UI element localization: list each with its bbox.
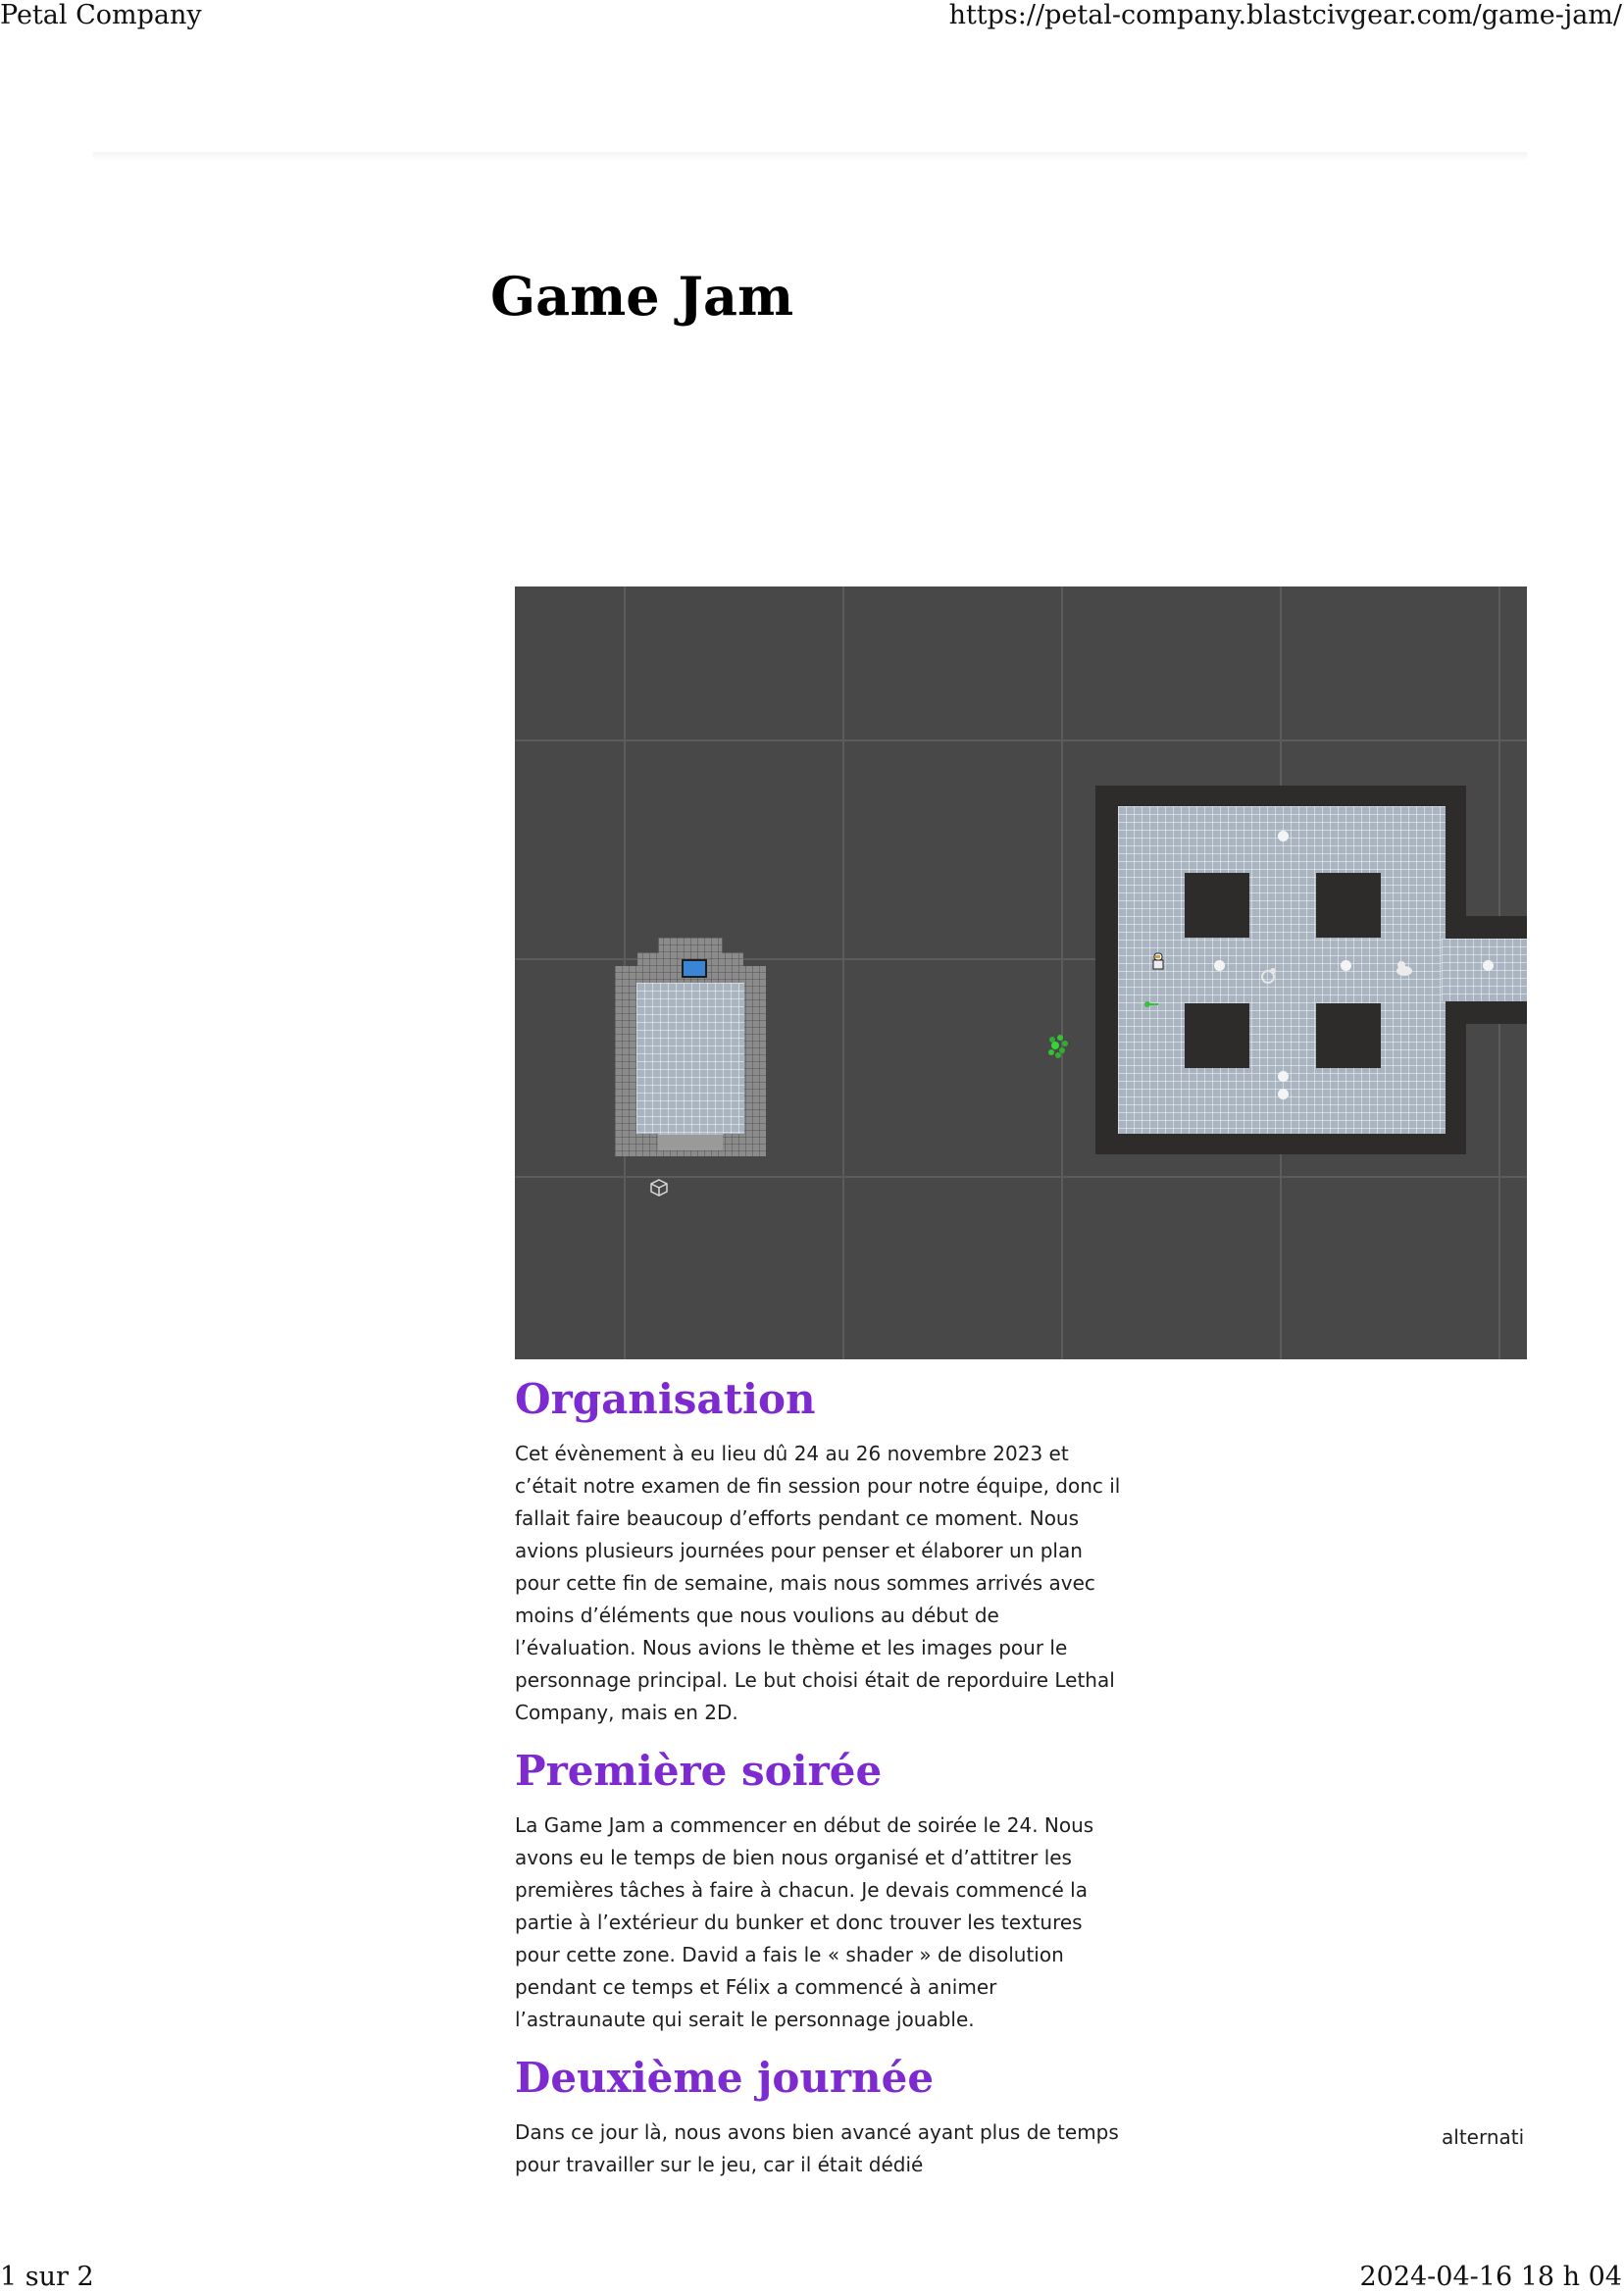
section-body-organisation: Cet évènement à eu lieu dû 24 au 26 novembre 2023 et c’était notre examen de fin session pour notre équipe, donc il fallait faire beaucoup d’efforts pendant ce moment. Nous avions plusieurs journées pour penser et élaborer un plan pour cette fin de semaine, mais nous sommes arrivés avec moins d’éléments que nous voulions au début de l’évaluation. Nous avions le thème et les images pour le personnage principal. Le but choisi était de reporduire Lethal Company, mais en 2D. <box>515 1442 1121 1724</box>
light-icon <box>1278 1089 1289 1099</box>
print-header-site-name: Petal Company <box>0 0 202 30</box>
light-icon <box>1278 1071 1289 1082</box>
bunker-pillar <box>1185 1003 1249 1068</box>
creature-sprite-icon <box>1258 967 1278 985</box>
scene-grid-line <box>1061 586 1063 1359</box>
spaceship-door <box>658 1134 723 1150</box>
print-footer-timestamp: 2024-04-16 18 h 04 <box>1359 2262 1622 2292</box>
page-title: Game Jam <box>490 265 794 328</box>
light-icon <box>1278 831 1289 841</box>
header-divider <box>93 152 1527 161</box>
scene-grid-line <box>515 1176 1527 1178</box>
plant-sprite-icon <box>1046 1034 1070 1059</box>
light-icon <box>1214 960 1225 971</box>
astronaut-sprite-icon <box>1151 952 1165 972</box>
section-heading-premiere-soiree: Première soirée <box>515 1747 883 1795</box>
section-body-deuxieme-journee: Dans ce jour là, nous avons bien avancé ayant plus de temps pour travailler sur le jeu, car il était dédié <box>515 2120 1119 2176</box>
scene-grid-line <box>842 586 844 1359</box>
game-scene-screenshot <box>515 586 1527 1359</box>
key-sprite-icon <box>1143 998 1159 1010</box>
section-heading-organisation: Organisation <box>515 1375 816 1423</box>
scene-grid-line <box>515 739 1527 741</box>
bunker-pillar <box>1185 873 1249 938</box>
light-icon <box>1341 960 1351 971</box>
cube-icon <box>650 1179 668 1197</box>
bunker-pillar <box>1316 873 1381 938</box>
bunker-pillar <box>1316 1003 1381 1068</box>
spaceship-floor <box>636 983 744 1134</box>
section-heading-deuxieme-journee: Deuxième journée <box>515 2054 935 2102</box>
spaceship-console <box>682 959 707 978</box>
print-footer-page-counter: 1 sur 2 <box>0 2262 94 2292</box>
section-body-premiere-soiree: La Game Jam a commencer en début de soirée le 24. Nous avons eu le temps de bien nous organisé et d’attitrer les premières tâches à faire à chacun. Je devais commencé la partie à l’extérieur du bunker et donc trouver les textures pour cette zone. David a fais le « shader » de disolution pendant ce temps et Félix a commencé à animer l’astraunaute qui serait le personnage jouable. <box>515 1813 1094 2031</box>
print-header-url: https://petal-company.blastcivgear.com/game-jam/ <box>948 0 1622 30</box>
light-icon <box>1483 960 1494 971</box>
duck-sprite-icon <box>1396 960 1413 976</box>
truncated-side-text: alternati <box>1442 2125 1525 2149</box>
